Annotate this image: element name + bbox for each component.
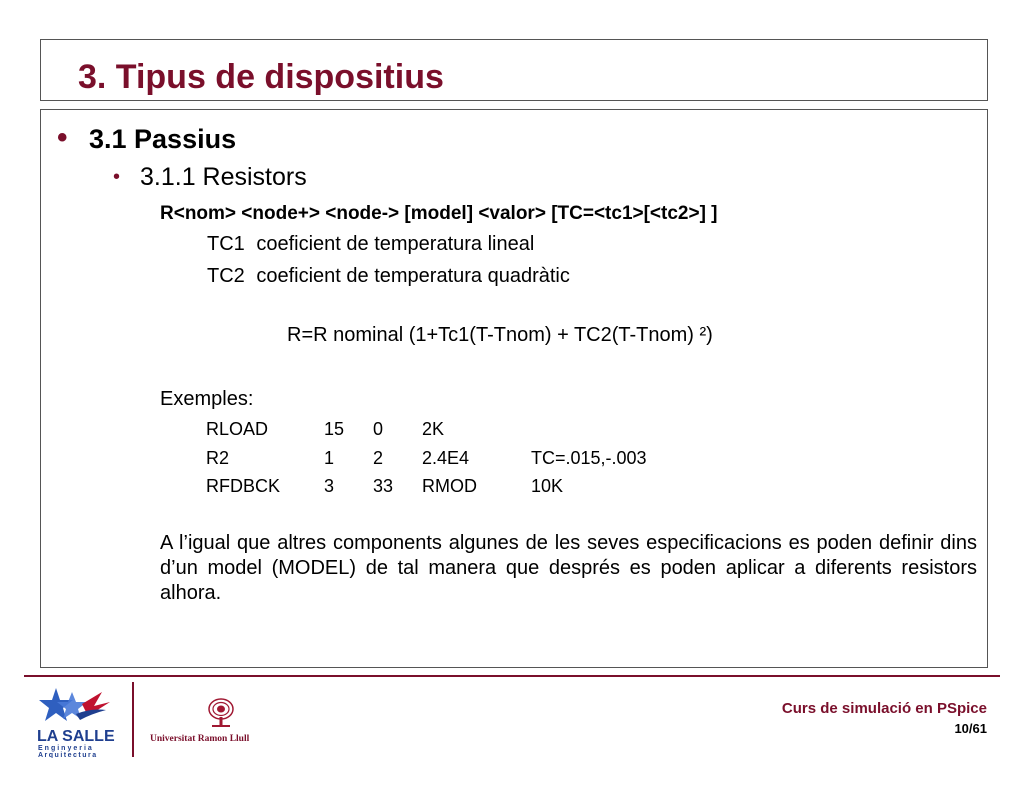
example-cell: 2K: [422, 419, 445, 439]
footer-vertical-divider: [132, 682, 134, 757]
tc2-key: TC2: [207, 265, 245, 287]
example-cell: R2: [206, 448, 230, 468]
lasalle-sub1: Enginyeria: [38, 745, 94, 752]
example-cell: 10K: [531, 476, 564, 496]
examples-label: Exemples:: [160, 388, 254, 410]
url-wordmark: Universitat Ramon Llull: [150, 734, 250, 744]
bullet-level1: •: [57, 121, 68, 154]
subsection-heading: 3.1.1 Resistors: [140, 163, 307, 191]
page-number: 10/61: [954, 721, 987, 736]
bullet-level2: •: [113, 166, 121, 188]
swoosh-icon: [76, 710, 106, 721]
slide-title: 3. Tipus de dispositius: [78, 58, 444, 96]
url-logo: [150, 695, 296, 750]
example-cell: RLOAD: [206, 419, 269, 439]
course-name: Curs de simulació en PSpice: [781, 700, 987, 717]
content-frame: [40, 109, 988, 668]
footer-divider: [24, 675, 1000, 677]
tc1-desc: coeficient de temperatura lineal: [256, 233, 535, 255]
explanation-paragraph: A l’igual que altres components algunes de les seves especificacions es poden definir dins d’un model (MODEL) de tal manera que després es poden aplicar a diferents resistors alhora.: [160, 532, 977, 604]
example-cell: 3: [324, 476, 335, 496]
tree-icon: [209, 699, 233, 727]
lasalle-logo: [36, 684, 126, 758]
lasalle-sub2: Arquitectura: [38, 752, 98, 758]
formula: R=R nominal (1+Tc1(T-Tnom) + TC2(T-Tnom) ²): [287, 324, 713, 346]
example-cell: 2.4E4: [422, 448, 470, 468]
tc1-line: [207, 233, 534, 256]
tc2-desc: coeficient de temperatura quadràtic: [256, 265, 570, 287]
example-cell: 1: [324, 448, 335, 468]
title-frame: [40, 39, 988, 101]
example-cell: RMOD: [422, 476, 477, 496]
lasalle-wordmark: LA SALLE: [37, 728, 115, 745]
example-cell: 33: [373, 476, 394, 496]
example-cell: 2: [373, 448, 384, 468]
example-cell: TC=.015,-.003: [531, 448, 647, 468]
tc1-key: TC1: [207, 233, 245, 255]
tc2-line: [207, 265, 570, 288]
example-cell: 15: [324, 419, 345, 439]
example-cell: 0: [373, 419, 384, 439]
example-cell: RFDBCK: [206, 476, 281, 496]
section-heading: 3.1 Passius: [89, 124, 237, 154]
syntax-line: R<nom> <node+> <node-> [model] <valor> [TC=<tc1>[<tc2>] ]: [160, 203, 718, 224]
